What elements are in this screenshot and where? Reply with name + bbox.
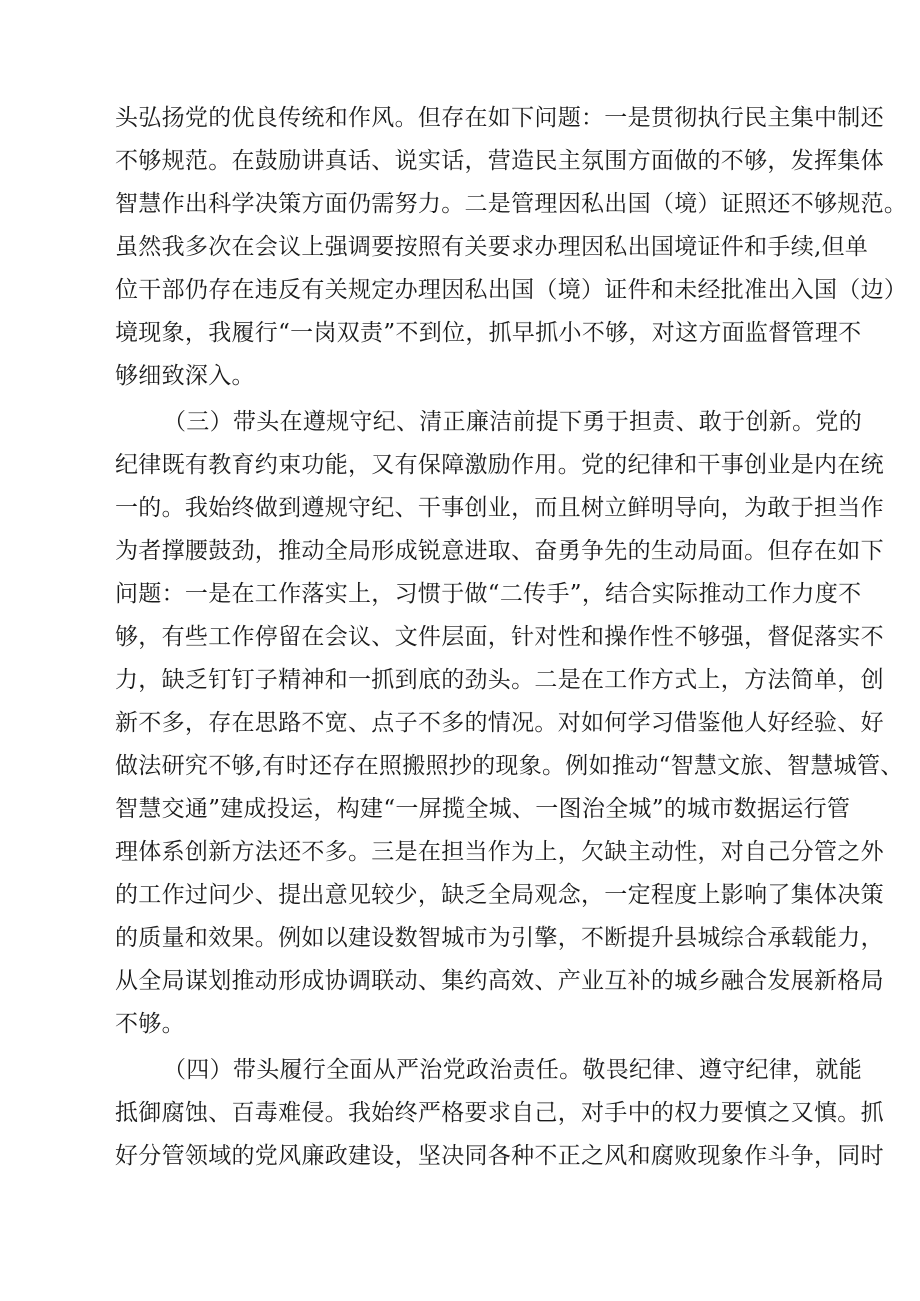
text-line: 一的。我始终做到遵规守纪、干事创业，而且树立鲜明导向，为敢于担当作 [115,495,884,521]
section-heading-line: （三）带头在遵规守纪、清正廉洁前提下勇于担责、敢于创新。党的 [163,409,862,435]
text-line: 不够规范。在鼓励讲真话、说实话，营造民主氛围方面做的不够，发挥集体 [115,148,884,174]
text-line: 问题：一是在工作落实上，习惯于做“二传手”，结合实际推动工作力度不 [115,581,862,607]
text-line: 做法研究不够,有时还存在照搬照抄的现象。例如推动“智慧文旅、智慧城管、 [115,753,904,779]
text-line: 头弘扬党的优良传统和作风。但存在如下问题：一是贯彻执行民主集中制还 [115,105,884,131]
text-line: 力，缺乏钉钉子精神和一抓到底的劲头。二是在工作方式上，方法简单，创 [115,667,884,693]
text-line: 智慧交通”建成投运，构建“一屏揽全城、一图治全城”的城市数据运行管 [115,796,851,822]
section-heading-line: （四）带头履行全面从严治党政治责任。敬畏纪律、遵守纪律，就能 [163,1057,862,1083]
text-line: 好分管领域的党风廉政建设，坚决同各种不正之风和腐败现象作斗争，同时 [115,1143,884,1169]
text-line: 智慧作出科学决策方面仍需努力。二是管理因私出国（境）证照还不够规范。 [115,191,908,217]
text-line: 为者撑腰鼓劲，推动全局形成锐意进取、奋勇争先的生动局面。但存在如下 [115,538,884,564]
text-line: 的工作过问少、提出意见较少，缺乏全局观念，一定程度上影响了集体决策 [115,882,884,908]
text-line: 够细致深入。 [115,363,255,389]
text-line: 虽然我多次在会议上强调要按照有关要求办理因私出国境证件和手续,但单 [115,234,869,260]
text-line: 纪律既有教育约束功能，又有保障激励作用。党的纪律和干事创业是内在统 [115,452,884,478]
text-line: 从全局谋划推动形成协调联动、集约高效、产业互补的城乡融合发展新格局 [115,968,884,994]
text-line: 够，有些工作停留在会议、文件层面，针对性和操作性不够强，督促落实不 [115,624,884,650]
text-line: 新不多，存在思路不宽、点子不多的情况。对如何学习借鉴他人好经验、好 [115,710,884,736]
text-line: 理体系创新方法还不多。三是在担当作为上，欠缺主动性，对自己分管之外 [115,839,884,865]
text-line: 位干部仍存在违反有关规定办理因私出国（境）证件和未经批准出入国（边） [115,277,908,303]
text-line: 抵御腐蚀、百毒难侵。我始终严格要求自己，对手中的权力要慎之又慎。抓 [115,1100,884,1126]
text-line: 境现象，我履行“一岗双责”不到位，抓早抓小不够，对这方面监督管理不 [115,320,862,346]
text-line: 不够。 [115,1011,185,1037]
text-line: 的质量和效果。例如以建设数智城市为引擎，不断提升县城综合承载能力， [115,925,884,951]
